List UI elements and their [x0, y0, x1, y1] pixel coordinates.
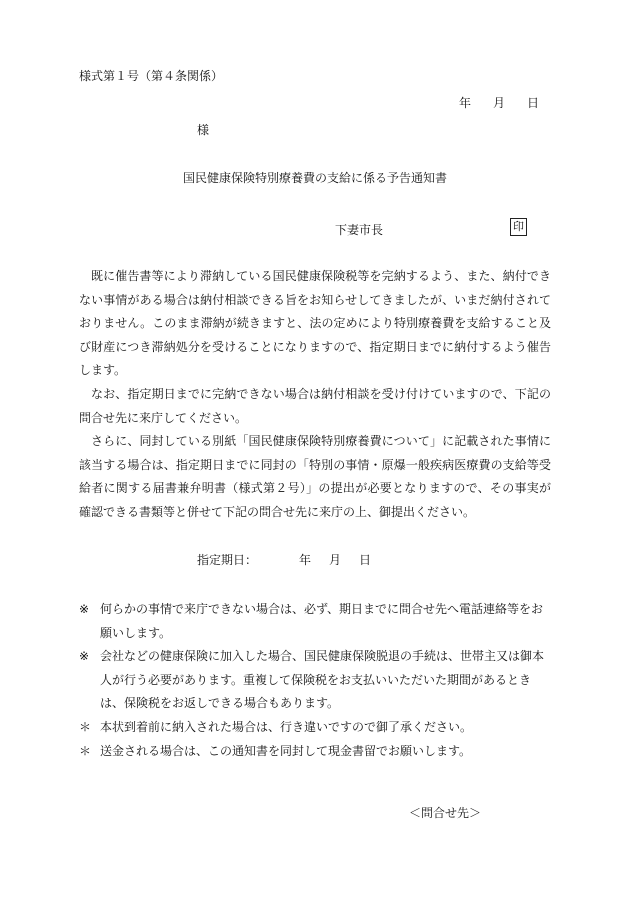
note-item [79, 645, 554, 716]
issuer-name: 下妻市長 [335, 223, 384, 237]
note-item [79, 598, 554, 645]
paragraph-2: なお、指定期日までに完納できない場合は納付相談を受け付けていますので、下記の問合せ先に来庁してください。 [79, 386, 551, 425]
note-mark: ※ [79, 649, 90, 664]
note-text: 本状到着前に納入された場合は、行き違いですので御了承ください。 [100, 719, 473, 734]
addressee-suffix: 様 [197, 123, 210, 137]
note-mark: ＊ [79, 743, 92, 758]
form-number: 様式第１号（第４条関係） [79, 69, 224, 83]
paragraph-1: 既に催告書等により滞納している国民健康保険税等を完納するよう、また、納付できない事情がある場合は納付相談できる旨をお知らせしてきましたが、いまだ納付されておりません。このまま滞納が続きますと、法の定めにより特別療養費を支給すること及び財産につき滞納処分を受けることになりますので、指定期日までに納付するよう催告します。 [79, 269, 551, 378]
contact-heading: ＜問合せ先＞ [409, 806, 482, 820]
note-mark: ＊ [79, 719, 92, 734]
note-item [79, 740, 554, 764]
deadline-year: 年 [299, 553, 312, 567]
note-text: 何らかの事情で来庁できない場合は、必ず、期日までに問合せ先へ電話連絡等をお願いします。 [100, 602, 544, 640]
paragraph-3: さらに、同封している別紙「国民健康保険特別療養費について」に記載された事情に該当する場合は、指定期日までに同封の「特別の事情・原爆一般疾病医療費の支給等受給者に関する届書兼弁明書（様式第２号）」の提出が必要となりますので、その事実が確認できる書類等と併せて下記の問合せ先に来庁の上、御提出ください。 [79, 434, 551, 519]
deadline-month: 月 [329, 553, 342, 567]
notes-list [79, 598, 554, 763]
deadline-label: 指定期日： [197, 553, 258, 567]
note-text: 送金される場合は、この通知書を同封して現金書留でお願いします。 [100, 743, 472, 758]
note-item [79, 716, 554, 740]
date-day-label: 日 [527, 96, 540, 110]
note-text: 会社などの健康保険に加入した場合、国民健康保険脱退の手続は、世帯主又は御本人が行う必要があります。重複して保険税をお支払いいただいた期間があるときは、保険税をお返しできる場合もあります。 [100, 649, 545, 711]
date-month-label: 月 [493, 96, 506, 110]
seal-stamp: 印 [510, 218, 527, 236]
body-text [79, 265, 551, 525]
document-title: 国民健康保険特別療養費の支給に係る予告通知書 [182, 171, 447, 185]
note-mark: ※ [79, 602, 90, 616]
deadline-day: 日 [359, 553, 372, 567]
date-line [459, 94, 539, 111]
deadline-line [197, 551, 371, 568]
date-year-label: 年 [459, 96, 472, 110]
